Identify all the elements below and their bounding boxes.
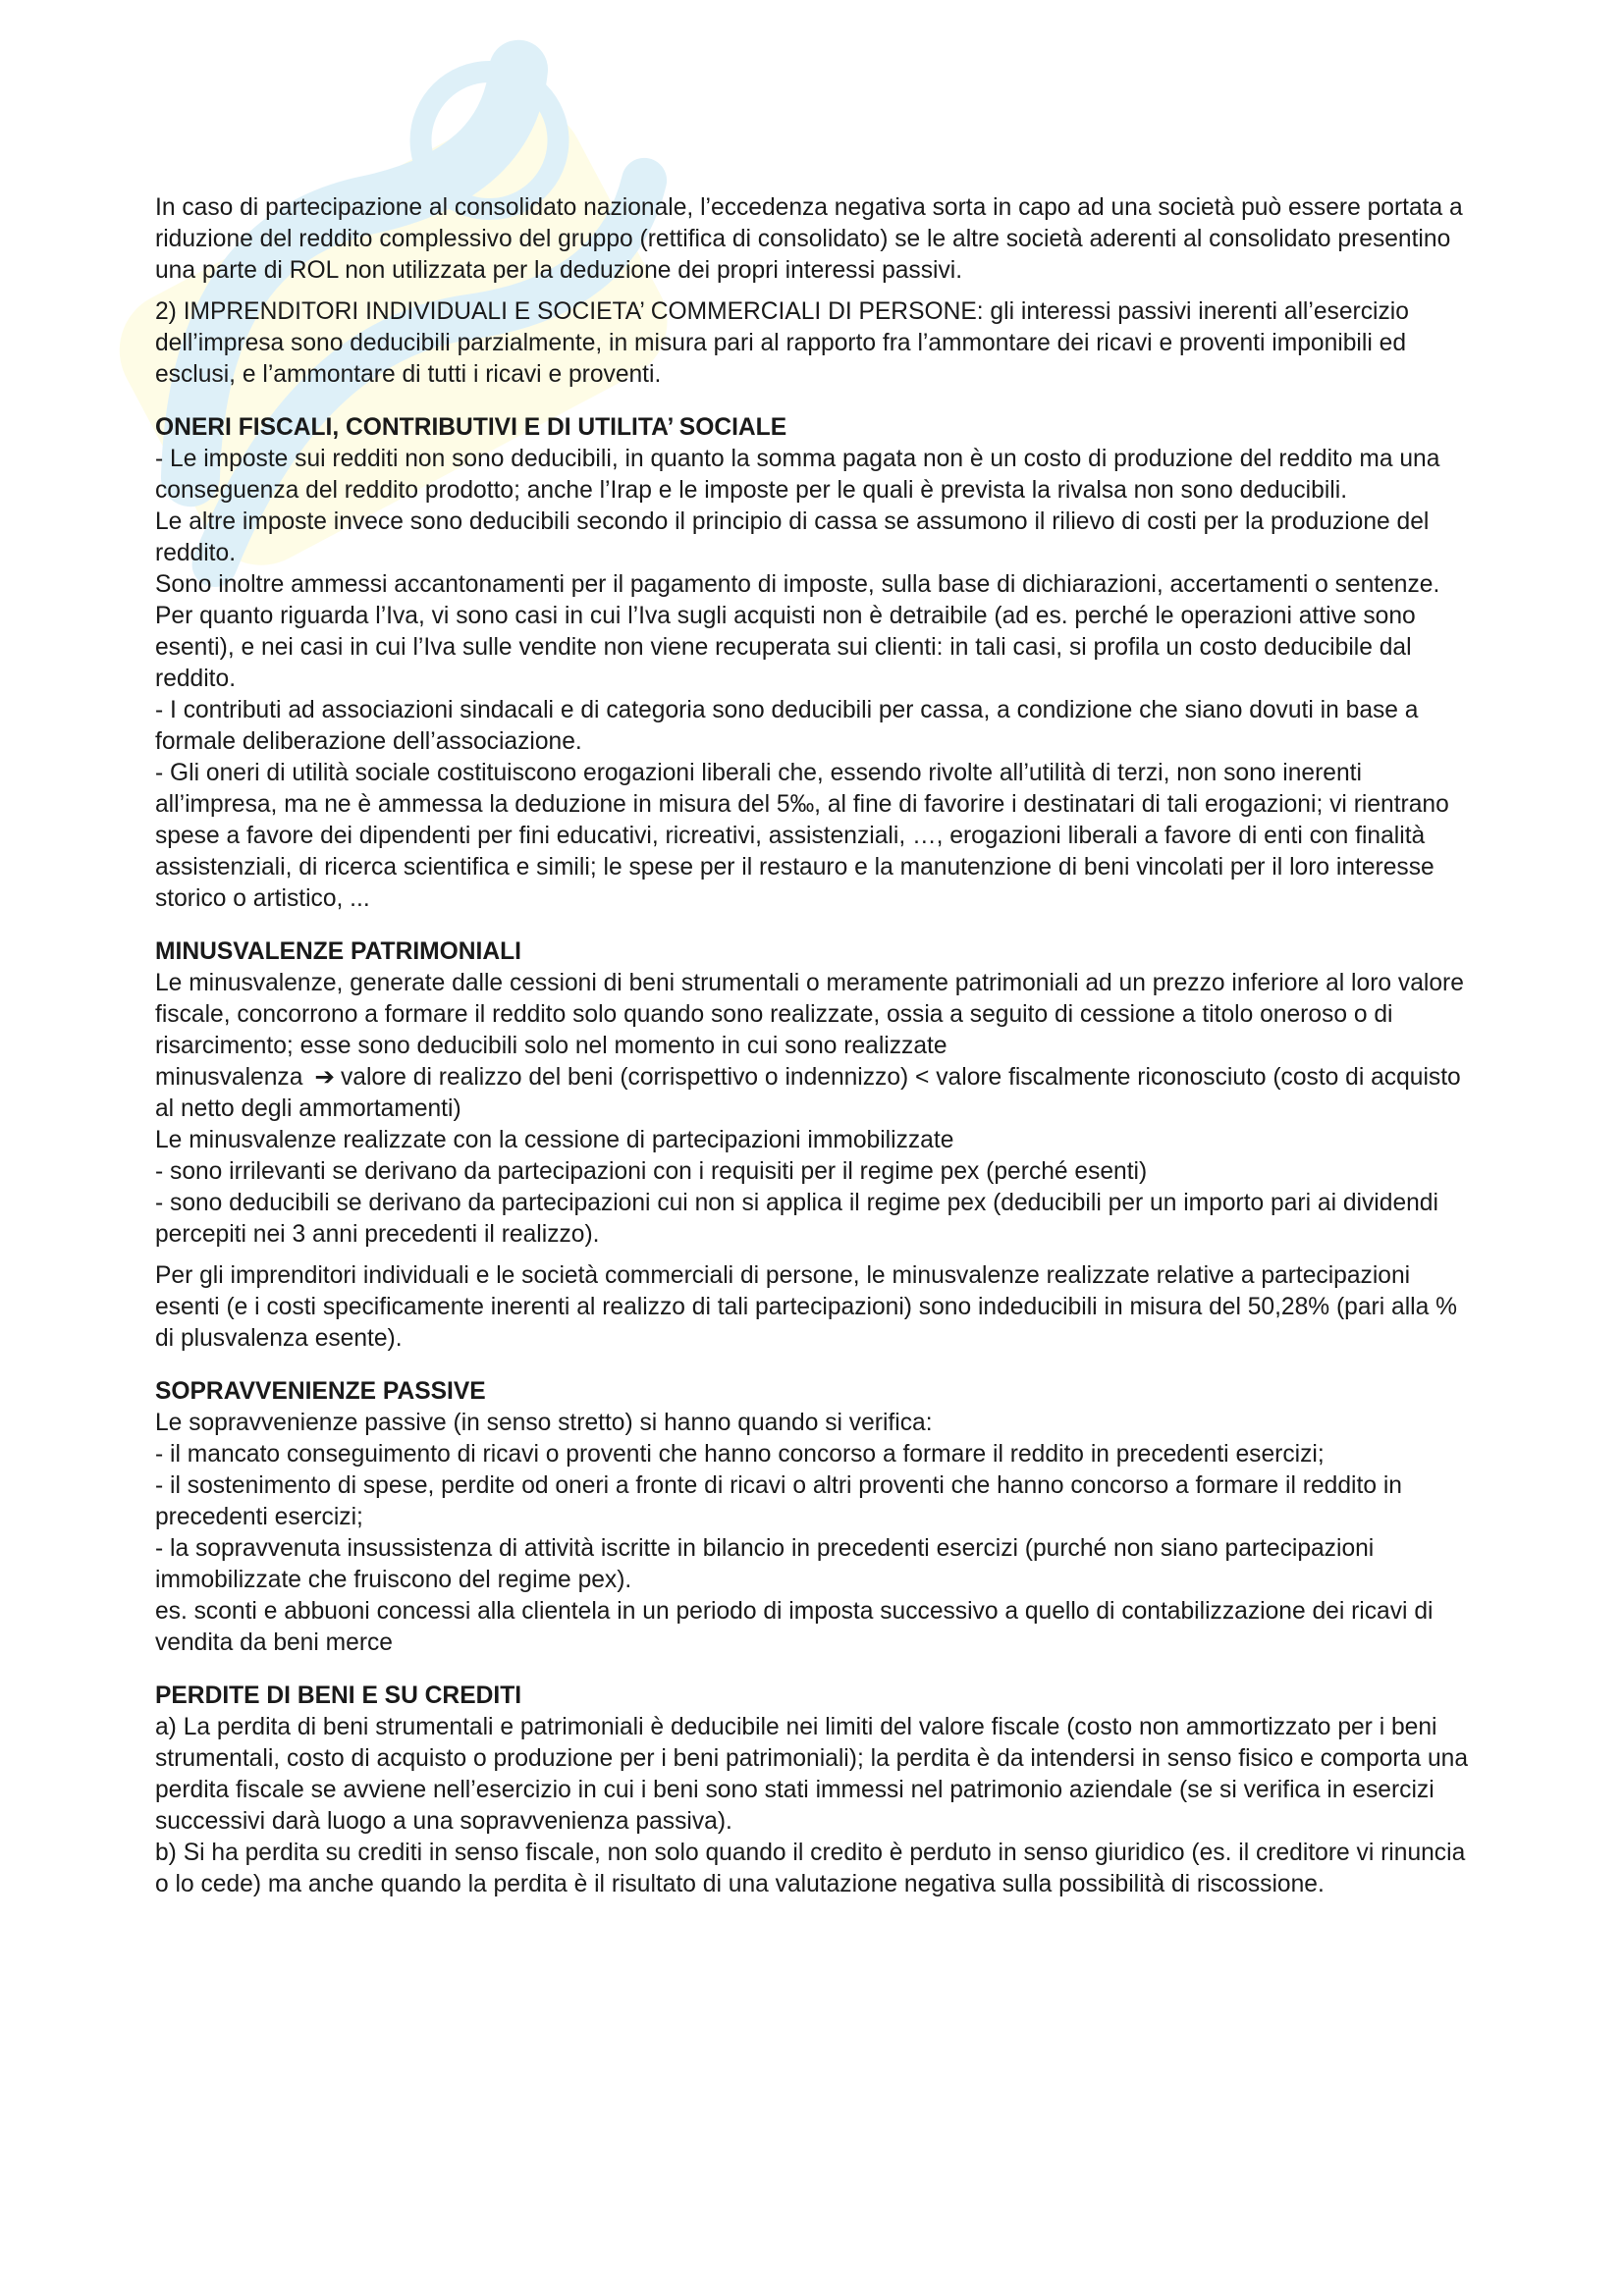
- oneri-paragraph: - Gli oneri di utilità sociale costituiscono erogazioni liberali che, essendo rivolte all’utilità di terzi, non sono inerenti all’impresa, ma ne è ammessa la deduzione in misura del 5‰, al fine di favorire i destinatari di tali erogazioni; vi rientrano spese a favore dei dipendenti per fini educativi, ricreativi, assistenziali, …, erogazioni liberali a favore di enti con finalità assistenziali, di ricerca scientifica e simili; le spese per il restauro e la manutenzione di beni vincolati per il loro interesse storico o artistico, ...: [155, 760, 1449, 912]
- oneri-paragraph: Sono inoltre ammessi accantonamenti per il pagamento di imposte, sulla base di dichiarazioni, accertamenti o sentenze.: [155, 571, 1440, 598]
- minus-paragraph: - sono deducibili se derivano da partecipazioni cui non si applica il regime pex (deducibili per un importo pari ai dividendi percepiti nei 3 anni precedenti il realizzo).: [155, 1190, 1438, 1248]
- section-heading-sopravvenienze: SOPRAVVENIENZE PASSIVE: [155, 1378, 486, 1405]
- section-heading-minusvalenze: MINUSVALENZE PATRIMONIALI: [155, 938, 521, 965]
- oneri-paragraph: - Le imposte sui redditi non sono deducibili, in quanto la somma pagata non è un costo di produzione del reddito ma una conseguenza del reddito prodotto; anche l’Irap e le imposte per le quali è prevista la rivalsa non sono deducibili.: [155, 446, 1440, 504]
- intro-paragraph-1: In caso di partecipazione al consolidato nazionale, l’eccedenza negativa sorta in capo ad una società può essere portata a riduzione del reddito complessivo del gruppo (rettifica di consolidato) se le altre società aderenti al consolidato presentino una parte di ROL non utilizzata per la deduzione dei propri interessi passivi.: [155, 194, 1463, 284]
- minus-paragraph: Per gli imprenditori individuali e le società commerciali di persone, le minusvalenze realizzate relative a partecipazioni esenti (e i costi specificamente inerenti al realizzo di tali partecipazioni) sono indeducibili in misura del 50,28% (pari alla % di plusvalenza esente).: [155, 1262, 1457, 1352]
- perdite-paragraph: b) Si ha perdita su crediti in senso fiscale, non solo quando il credito è perduto in senso giuridico (es. il creditore vi rinuncia o lo cede) ma anche quando la perdita è il risultato di una valutazione negativa sulla possibilità di riscossione.: [155, 1840, 1466, 1897]
- oneri-paragraph: - I contributi ad associazioni sindacali e di categoria sono deducibili per cassa, a condizione che siano dovuti in base a formale deliberazione dell’associazione.: [155, 697, 1419, 755]
- section-heading-perdite: PERDITE DI BENI E SU CREDITI: [155, 1682, 522, 1709]
- formula-text: valore di realizzo del beni (corrispettivo o indennizzo) < valore fiscalmente riconosciuto (costo di acquisto al netto degli ammortamenti): [155, 1064, 1461, 1122]
- minus-paragraph: Le minusvalenze, generate dalle cessioni di beni strumentali o meramente patrimoniali ad un prezzo inferiore al loro valore fiscale, concorrono a formare il reddito solo quando sono realizzate, ossia a seguito di cessione a titolo oneroso o di risarcimento; esse sono deducibili solo nel momento in cui sono realizzate: [155, 970, 1464, 1059]
- oneri-paragraph: Le altre imposte invece sono deducibili secondo il principio di cassa se assumono il rilievo di costi per la produzione del reddito.: [155, 508, 1430, 566]
- soprav-paragraph: - il mancato conseguimento di ricavi o proventi che hanno concorso a formare il reddito in precedenti esercizi;: [155, 1441, 1325, 1468]
- minus-formula: [155, 1062, 1471, 1125]
- soprav-paragraph: - il sostenimento di spese, perdite od oneri a fronte di ricavi o altri proventi che hanno concorso a formare il reddito in precedenti esercizi;: [155, 1472, 1402, 1530]
- soprav-paragraph: - la sopravvenuta insussistenza di attività iscritte in bilancio in precedenti esercizi (purché non siano partecipazioni immobilizzate che fruiscono del regime pex).: [155, 1535, 1375, 1593]
- intro-paragraph-2: 2) IMPRENDITORI INDIVIDUALI E SOCIETA’ COMMERCIALI DI PERSONE: gli interessi passivi inerenti all’esercizio dell’impresa sono deducibili parzialmente, in misura pari al rapporto fra l’ammontare dei ricavi e proventi imponibili ed esclusi, e l’ammontare di tutti i ricavi e proventi.: [155, 298, 1409, 388]
- oneri-paragraph: Per quanto riguarda l’Iva, vi sono casi in cui l’Iva sugli acquisti non è detraibile (ad es. perché le operazioni attive sono esenti), e nei casi in cui l’Iva sulle vendite non viene recuperata sui clienti: in tali casi, si profila un costo deducibile dal reddito.: [155, 603, 1416, 692]
- arrow-right-icon: ➔: [314, 1064, 335, 1091]
- formula-label: minusvalenza: [155, 1064, 303, 1091]
- perdite-paragraph: a) La perdita di beni strumentali e patrimoniali è deducibile nei limiti del valore fiscale (costo non ammortizzato per i beni strumentali, costo di acquisto o produzione per i beni patrimoniali); la perdita è da intendersi in senso fisico e comporta una perdita fiscale se avviene nell’esercizio in cui i beni sono stati immessi nel patrimonio aziendale (se si verifica in esercizi successivi darà luogo a una sopravvenienza passiva).: [155, 1714, 1468, 1835]
- section-heading-oneri: ONERI FISCALI, CONTRIBUTIVI E DI UTILITA’ SOCIALE: [155, 414, 787, 441]
- minus-paragraph: - sono irrilevanti se derivano da partecipazioni con i requisiti per il regime pex (perché esenti): [155, 1158, 1148, 1185]
- soprav-paragraph: Le sopravvenienze passive (in senso stretto) si hanno quando si verifica:: [155, 1410, 933, 1436]
- minus-paragraph: Le minusvalenze realizzate con la cessione di partecipazioni immobilizzate: [155, 1127, 954, 1153]
- soprav-paragraph: es. sconti e abbuoni concessi alla clientela in un periodo di imposta successivo a quello di contabilizzazione dei ricavi di vendita da beni merce: [155, 1598, 1434, 1656]
- document-page: [155, 192, 1471, 1900]
